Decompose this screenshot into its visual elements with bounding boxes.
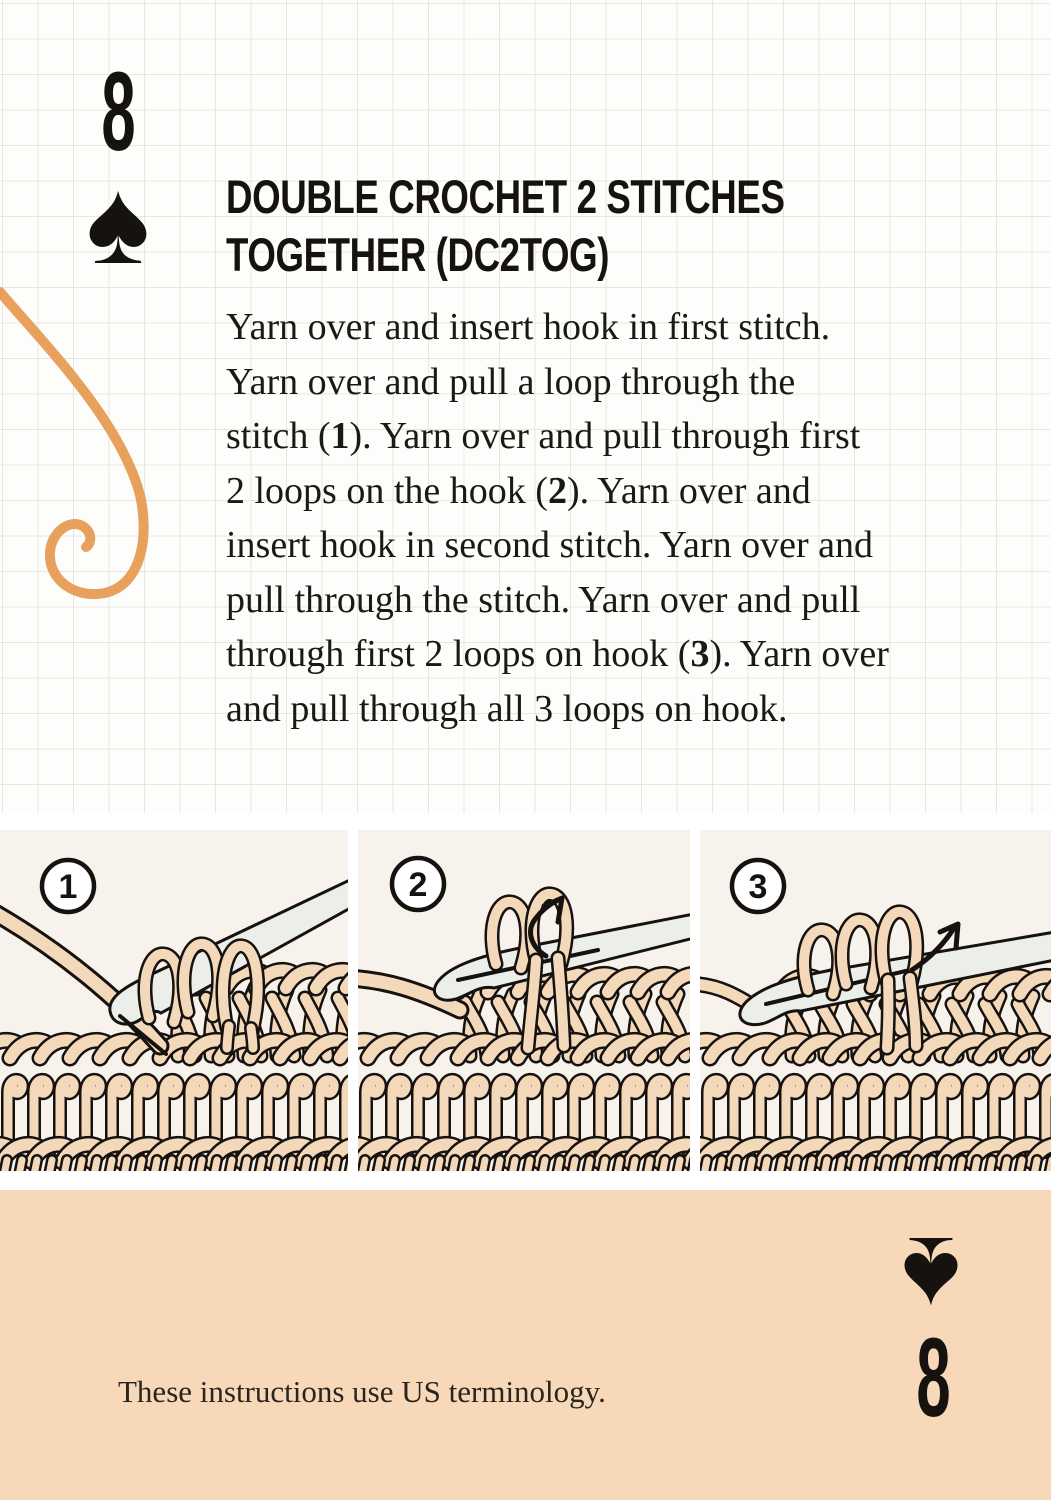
title-line-2: TOGETHER (DC2TOG) [226,228,610,281]
instruction-line [226,682,946,737]
step-number: 1 [58,868,78,906]
text-run: through first 2 loops on hook ( [226,633,691,675]
text-run: 2 loops on the hook ( [226,469,548,512]
step-number: 2 [408,866,428,904]
instruction-line [226,409,946,464]
instruction-line [226,464,946,519]
terminology-note: These instructions use US terminology. [118,1374,606,1409]
instruction-line [226,355,946,410]
title-line-1: DOUBLE CROCHET 2 STITCHES [226,170,785,223]
text-run: insert hook in second stitch. Yarn over and [226,524,873,566]
card-rank-bottom: 8 [916,1315,950,1440]
text-run: stitch ( [226,415,331,457]
step-number: 3 [748,868,768,906]
instruction-line [226,627,946,682]
spade-icon-inverted: ♠ [901,1214,961,1339]
instruction-paragraph [226,300,946,736]
instruction-line [226,300,946,355]
step-ref-2: 2 [547,469,567,512]
text-run: ). Yarn over and [566,469,811,512]
instruction-line [226,573,946,628]
text-run: Yarn over and insert hook in first stitch. [226,306,831,348]
step-panel-3 [700,830,1051,1171]
step-ref-1: 1 [330,415,350,457]
card-rank-top: 8 [101,49,135,174]
step-panel-2 [358,830,690,1171]
text-run: ). Yarn over [709,633,889,675]
yarn-strand [0,292,144,594]
crochet-illustration-step1 [0,878,348,1171]
text-run: pull through the stitch. Yarn over and pull [226,578,861,621]
page-title [226,168,785,284]
text-run: ). Yarn over and pull through first [349,415,861,457]
text-run: Yarn over and pull a loop through the [226,360,796,403]
step-ref-3: 3 [690,633,710,675]
crochet-illustration-step3 [700,912,1051,1171]
spade-icon: ♠ [86,155,150,289]
crochet-illustration-step2 [358,894,690,1171]
yarn-swirl-decoration [0,280,180,620]
instruction-line [226,518,946,573]
step-panel-1 [0,830,348,1171]
text-run: and pull through all 3 loops on hook. [226,687,788,730]
